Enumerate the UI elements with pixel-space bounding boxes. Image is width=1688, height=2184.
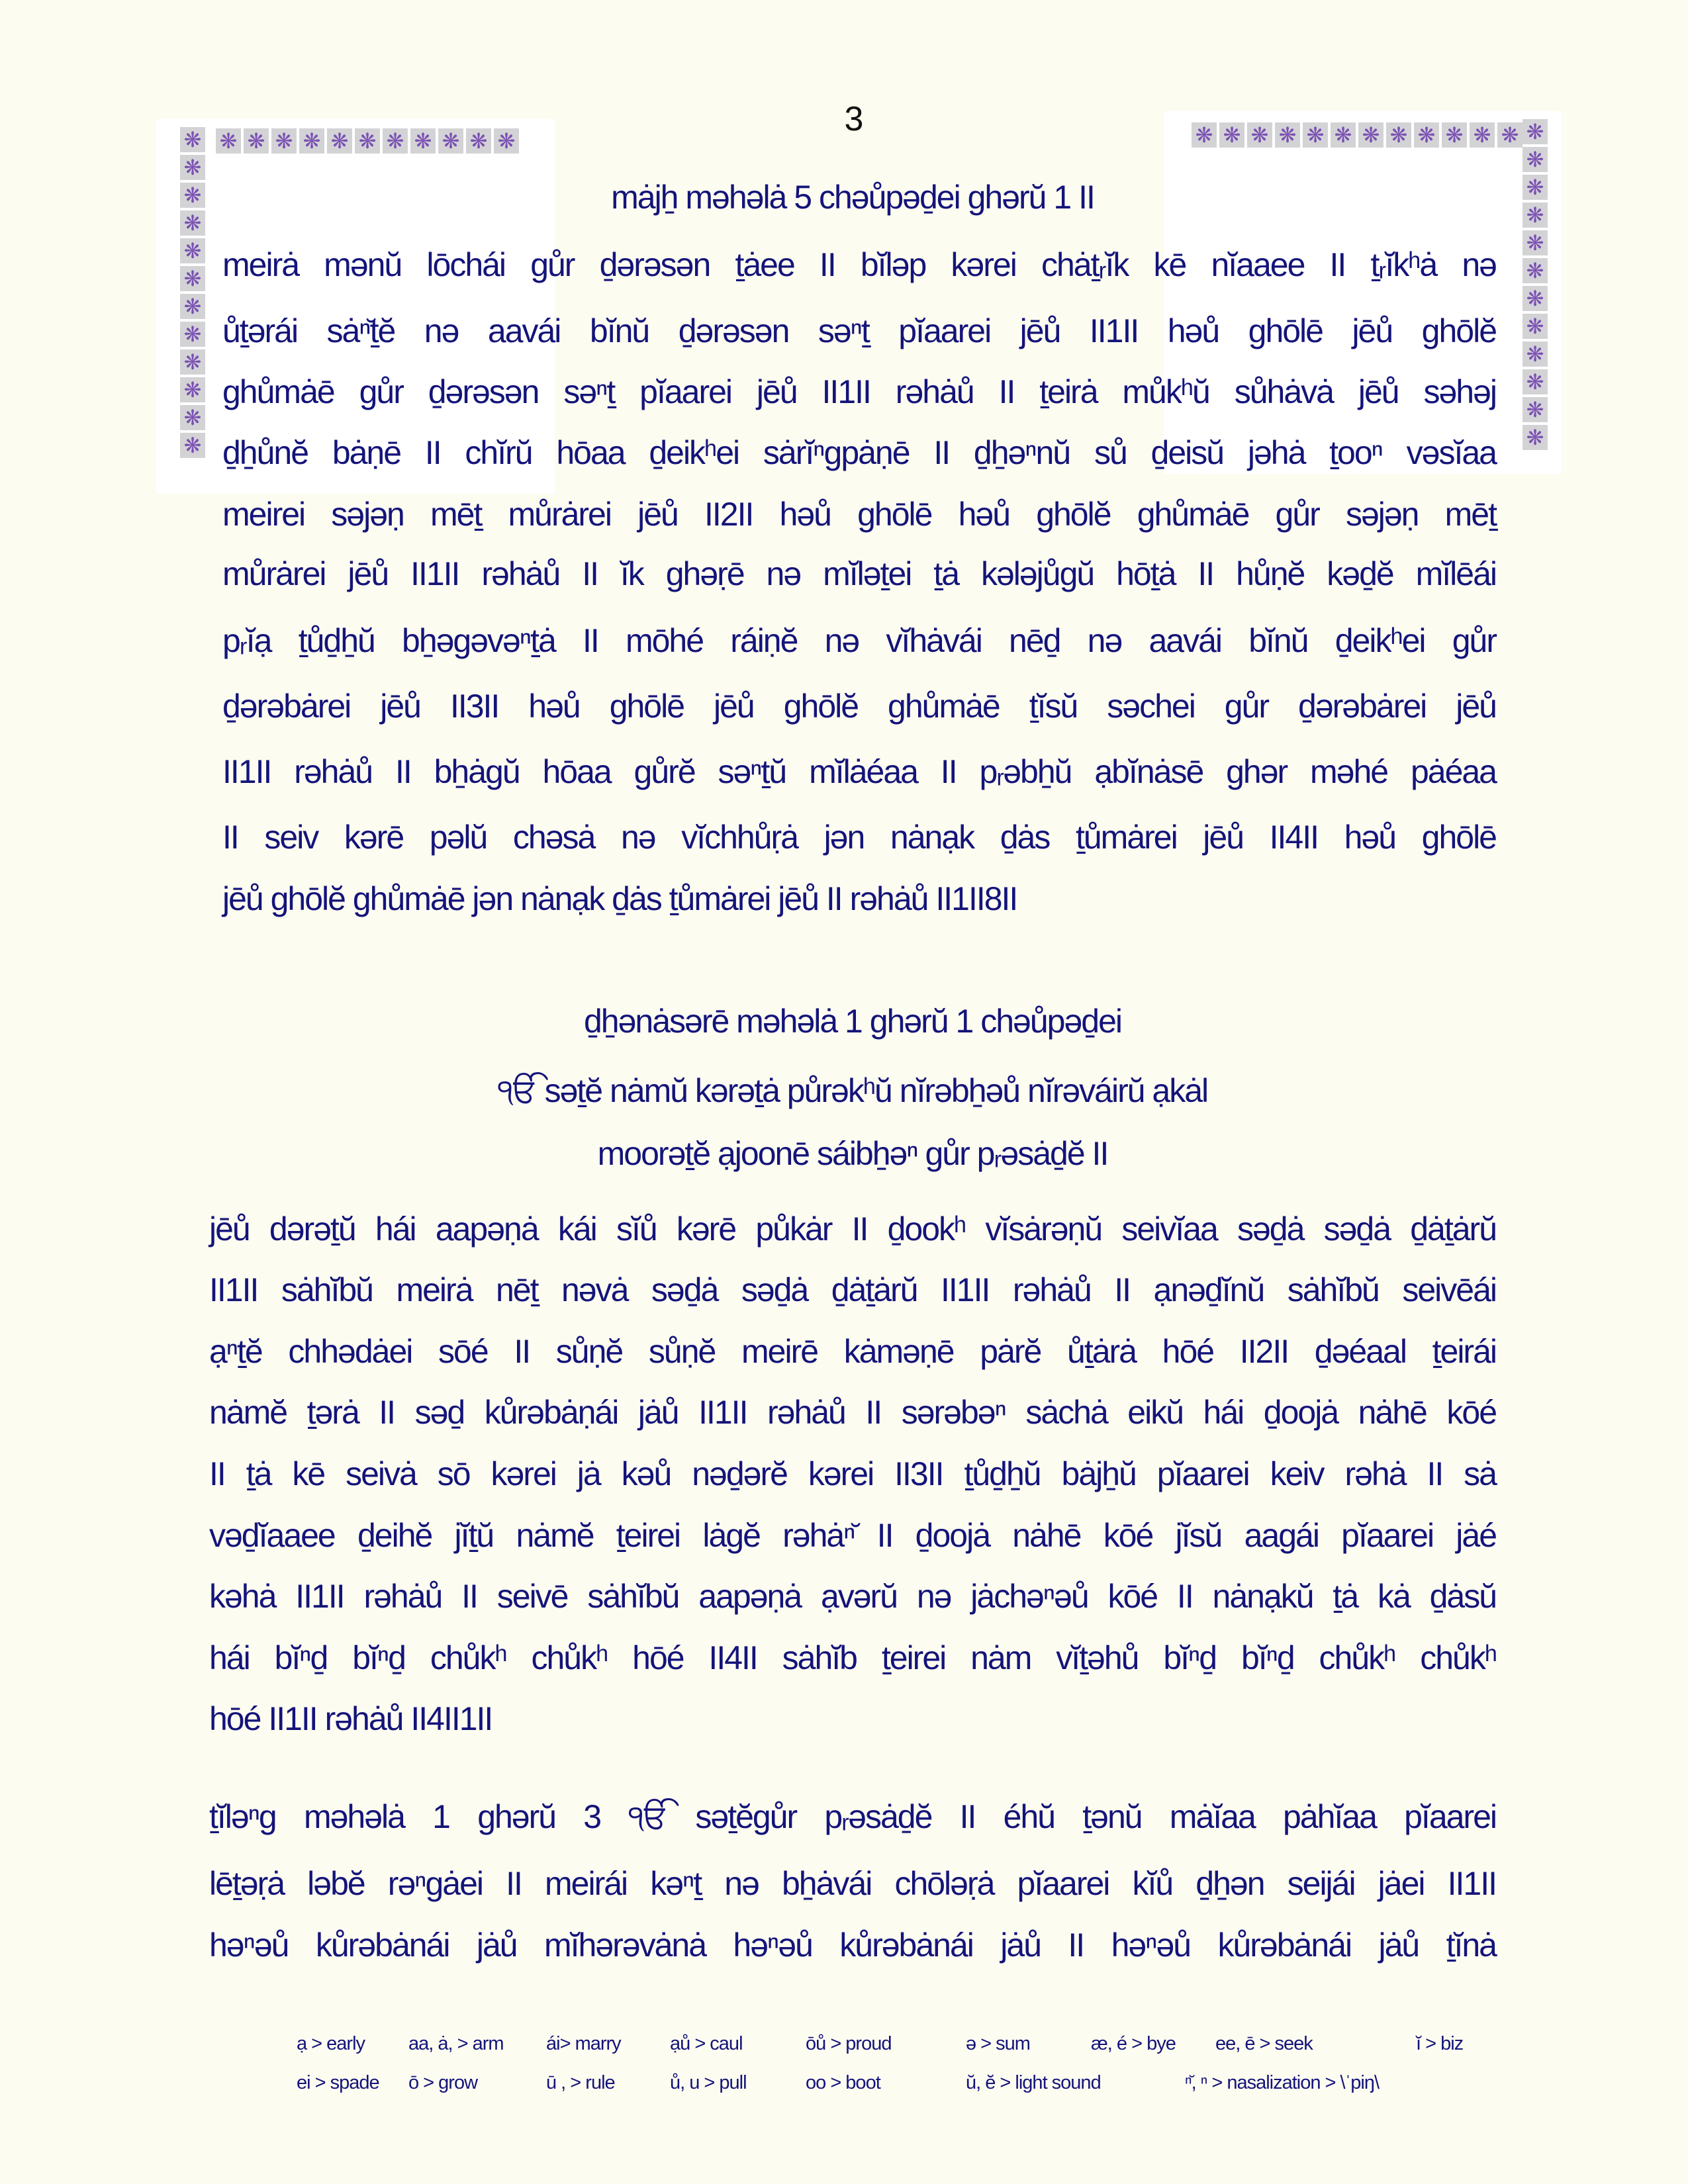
legend-item: ōů > proud	[806, 2033, 892, 2054]
flower-ornament-icon: ❋	[383, 128, 408, 154]
flower-ornament-icon: ❋	[1219, 122, 1244, 148]
legend-item: ạ > early	[297, 2033, 365, 2054]
flower-ornament-icon: ❋	[1523, 258, 1548, 283]
verse-line: hái bĭⁿḏ bĭⁿḏ chůkʰ chůkʰ hōé II4II sȧhĭb ṯeirei nȧm vĭṯəhů bĭⁿḏ bĭⁿḏ chůkʰ chůkʰ	[209, 1639, 1496, 1676]
verse-line: jēů dərəṯŭ hái aapəṇȧ kái sĭů kərē půkȧr II ḏookʰ vĭsȧrəṇŭ seivĭaa səḏȧ səḏȧ ḏȧṯȧrŭ	[209, 1210, 1496, 1248]
border-left-horizontal	[216, 128, 519, 154]
flower-ornament-icon: ❋	[1523, 147, 1548, 172]
flower-ornament-icon: ❋	[466, 128, 491, 154]
verse-line: II ṯȧ kē seivȧ sō kərei jȧ kəů nəḏərĕ kərei II3II ṯůḏẖŭ bȧjẖŭ pĭaarei keiv rəhȧ II sȧ	[209, 1455, 1496, 1492]
flower-ornament-icon: ❋	[1303, 122, 1328, 148]
flower-ornament-icon: ❋	[180, 294, 205, 319]
flower-ornament-icon: ❋	[1247, 122, 1272, 148]
legend-item: ee, ē > seek	[1215, 2033, 1313, 2054]
verse-line: hōé II1II rəhȧů II4II1II	[209, 1700, 492, 1737]
legend-item: ⁿ̆, ⁿ > nasalization > \ˈpiŋ\	[1185, 2072, 1379, 2093]
flower-ornament-icon: ❋	[1523, 230, 1548, 255]
legend-item: ə > sum	[966, 2033, 1030, 2054]
section2-invocation: moorəṯĕ ạjoonē sáibẖəⁿ gůr pᵣəsȧḏĕ II	[597, 1135, 1108, 1172]
flower-ornament-icon: ❋	[1470, 122, 1495, 148]
verse-line: II1II rəhȧů II bẖȧgŭ hōaa gůrĕ səⁿṯŭ mĭlȧéaa II pᵣəbẖŭ ạbĭnȧsē ghər məhé pȧéaa	[222, 753, 1496, 790]
verse-line: můrȧrei jēů II1II rəhȧů II ĭk ghəṛē nə mĭləṯei ṯȧ kələjůgŭ hōṯȧ II hůṇĕ kəḏĕ mĭlēái	[222, 555, 1496, 592]
legend-item: ō > grow	[408, 2072, 478, 2093]
flower-ornament-icon: ❋	[1523, 369, 1548, 394]
flower-ornament-icon: ❋	[1497, 122, 1523, 148]
flower-ornament-icon: ❋	[180, 322, 205, 347]
legend-item: ei > spade	[297, 2072, 379, 2093]
flower-ornament-icon: ❋	[1523, 341, 1548, 367]
flower-ornament-icon: ❋	[216, 128, 241, 154]
section2-title: ḏẖənȧsərē məhəlȧ 1 ghərŭ 1 chəůpəḏei	[583, 1003, 1121, 1040]
verse-line: pᵣĭạ ṯůḏẖŭ bẖəgəvəⁿṯȧ II mōhé ráiṇĕ nə vĭhȧvái nēḏ nə aavái bĭnŭ ḏeikʰei gůr	[222, 622, 1496, 659]
flower-ornament-icon: ❋	[180, 349, 205, 375]
legend-item: æ, é > bye	[1091, 2033, 1176, 2054]
flower-ornament-icon: ❋	[271, 128, 297, 154]
flower-ornament-icon: ❋	[1414, 122, 1439, 148]
flower-ornament-icon: ❋	[180, 183, 205, 208]
flower-ornament-icon: ❋	[180, 405, 205, 430]
flower-ornament-icon: ❋	[1523, 397, 1548, 422]
verse-line: nȧmĕ ṯərȧ II səḏ kůrəbȧṇái jȧů II1II rəhȧů II sərəbəⁿ sȧchȧ eikŭ hái ḏoojȧ nȧhē kōé	[209, 1394, 1496, 1431]
page-number: 3	[844, 100, 864, 138]
legend-item: ạů > caul	[670, 2033, 743, 2054]
legend-item: aa, ȧ, > arm	[408, 2033, 504, 2054]
flower-ornament-icon: ❋	[1442, 122, 1467, 148]
flower-ornament-icon: ❋	[1523, 119, 1548, 144]
flower-ornament-icon: ❋	[180, 155, 205, 180]
legend-item: ů, u > pull	[670, 2072, 747, 2093]
legend-item: ĭ > biz	[1416, 2033, 1464, 2054]
flower-ornament-icon: ❋	[1523, 286, 1548, 311]
verse-line: kəhȧ II1II rəhȧů II seivē sȧhĭbŭ aapəṇȧ ạvərŭ nə jȧchəⁿəů kōé II nȧnạkŭ ṯȧ kȧ ḏȧsŭ	[209, 1578, 1496, 1615]
flower-ornament-icon: ❋	[180, 238, 205, 263]
flower-ornament-icon: ❋	[327, 128, 352, 154]
flower-ornament-icon: ❋	[1275, 122, 1300, 148]
flower-ornament-icon: ❋	[1192, 122, 1217, 148]
flower-ornament-icon: ❋	[438, 128, 463, 154]
border-left-vertical	[180, 127, 205, 458]
flower-ornament-icon: ❋	[1331, 122, 1356, 148]
flower-ornament-icon: ❋	[355, 128, 380, 154]
flower-ornament-icon: ❋	[180, 433, 205, 458]
legend-item: ū , > rule	[546, 2072, 615, 2093]
flower-ornament-icon: ❋	[1523, 203, 1548, 228]
border-backdrop-right	[1164, 111, 1561, 474]
flower-ornament-icon: ❋	[1386, 122, 1411, 148]
flower-ornament-icon: ❋	[1523, 314, 1548, 339]
verse-line: II1II sȧhĭbŭ meirȧ nēṯ nəvȧ səḏȧ səḏȧ ḏȧṯȧrŭ II1II rəhȧů II ạnəḏĭnŭ sȧhĭbŭ seivēái	[209, 1271, 1496, 1308]
legend-item: ŭ, ĕ > light sound	[966, 2072, 1101, 2093]
verse-line: vəḏĭaaee ḏeihĕ jĭṯŭ nȧmĕ ṯeirei lȧgĕ rəhȧⁿ̆ II ḏoojȧ nȧhē kōé jĭsŭ aagái pĭaarei jȧé	[209, 1517, 1496, 1554]
verse-line: meirȧ mənŭ lōchái gůr ḏərəsən ṯȧee II bĭləp kərei chȧṯᵣĭk kē nĭaaee II ṯᵣĭkʰȧ nə	[222, 246, 1496, 283]
verse-line: həⁿəů kůrəbȧnái jȧů mĭhərəvȧnȧ həⁿəů kůrəbȧnái jȧů II həⁿəů kůrəbȧnái jȧů ṯĭnȧ	[209, 1927, 1496, 1964]
flower-ornament-icon: ❋	[494, 128, 519, 154]
section1-title: mȧjẖ məhəlȧ 5 chəůpəḏei ghərŭ 1 II	[611, 179, 1094, 216]
border-right-horizontal	[1192, 122, 1523, 148]
flower-ornament-icon: ❋	[1358, 122, 1383, 148]
verse-line: II seiv kərē pəlŭ chəsȧ nə vĭchhůṛȧ jən nȧnạk ḏȧs ṯůmȧrei jēů II4II həů ghōlē	[222, 819, 1496, 856]
flower-ornament-icon: ❋	[180, 266, 205, 291]
verse-line: ůṯərái sȧⁿ̆ṯĕ nə aavái bĭnŭ ḏərəsən səⁿṯ pĭaarei jēů II1II həů ghōlē jēů ghōlĕ	[222, 312, 1496, 349]
verse-line: jēů ghōlĕ ghůmȧē jən nȧnạk ḏȧs ṯůmȧrei jēů II rəhȧů II1II8II	[222, 880, 1017, 917]
flower-ornament-icon: ❋	[1523, 425, 1548, 450]
verse-line: ghůmȧē gůr ḏərəsən səⁿṯ pĭaarei jēů II1II rəhȧů II ṯeirȧ můkʰŭ sůhȧvȧ jēů səhəj	[222, 373, 1496, 410]
verse-line: lēṯəṛȧ ləbĕ rəⁿgȧei II meirái kəⁿṯ nə bẖȧvái chōləṛȧ pĭaarei kĭů ḏẖən seijái jȧei II1II	[209, 1865, 1496, 1902]
verse-line: ṯĭləⁿg məhəlȧ 1 ghərŭ 3 ੴ səṯĕgůr pᵣəsȧḏĕ II éhŭ ṯənŭ mȧĭaa pȧhĭaa pĭaarei	[209, 1798, 1496, 1835]
flower-ornament-icon: ❋	[244, 128, 269, 154]
verse-line: ạⁿṯĕ chhədȧei sōé II sůṇĕ sůṇĕ meirē kȧməṇē pȧrĕ ůṯȧrȧ hōé II2II ḏəéaal ṯeirái	[209, 1333, 1496, 1370]
flower-ornament-icon: ❋	[1523, 175, 1548, 200]
flower-ornament-icon: ❋	[410, 128, 436, 154]
legend-item: ái> marry	[546, 2033, 621, 2054]
flower-ornament-icon: ❋	[180, 377, 205, 402]
flower-ornament-icon: ❋	[299, 128, 324, 154]
flower-ornament-icon: ❋	[180, 127, 205, 152]
verse-line: ḏẖůnĕ bȧṇē II chĭrŭ hōaa ḏeikʰei sȧrĭⁿgpȧṇē II ḏẖəⁿnŭ sů ḏeisŭ jəhȧ ṯooⁿ vəsĭaa	[222, 434, 1496, 471]
legend-item: oo > boot	[806, 2072, 880, 2093]
flower-ornament-icon: ❋	[180, 210, 205, 236]
verse-line: ḏərəbȧrei jēů II3II həů ghōlē jēů ghōlĕ ghůmȧē ṯĭsŭ səchei gůr ḏərəbȧrei jēů	[222, 688, 1496, 725]
section2-invocation: ੴ səṯĕ nȧmŭ kərəṯȧ půrəkʰŭ nĭrəbẖəů nĭrəváirŭ ạkȧl	[497, 1072, 1208, 1109]
border-right-vertical	[1523, 119, 1548, 450]
verse-line: meirei səjəṇ mēṯ můrȧrei jēů II2II həů ghōlē həů ghōlĕ ghůmȧē gůr səjəṇ mēṯ	[222, 496, 1496, 533]
